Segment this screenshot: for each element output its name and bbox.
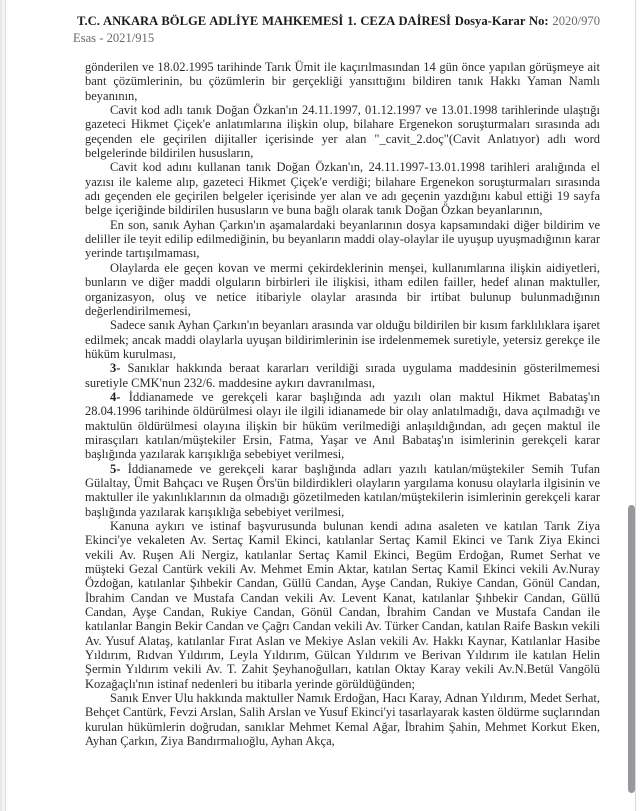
court-title: T.C. ANKARA BÖLGE ADLİYE MAHKEMESİ 1. CEZA DAİRESİ Dosya-Karar No: [77,14,549,28]
item-number: 5- [110,461,121,476]
scrollbar-thumb[interactable] [628,505,635,793]
scrollbar-track[interactable] [628,0,640,811]
paragraph: En son, sanık Ayhan Çarkın'ın aşamalardaki beyanlarının dosya kapsamındaki diğer bildirim ve deliller ile teyit edilip edilmediğinin, bu beyanların maddi olay-olaylar ile uyuşup uyuşmadığının karar yerinde tartışılmaması, [85,217,600,261]
item-number: 4- [110,389,121,404]
paragraph: 4- İddianamede ve gerekçeli karar başlığında adı yazılı olan maktul Hikmet Babataş'ın 28.04.1996 tarihinde öldürülmesi olayı ile ilgili idianamede bir olay anlatılmadığı, dava açılmadığı ve maktulün öldürülmesi olayına ilişkin bir hüküm verilmediği anlaşıldığından, adı geçen maktul ile mirasçıları katılan/müştekiler Ersin, Fatma, Yaşar ve Anıl Babataş'ın isimlerinin gerekçeli karar başlığında yazılarak karışıklığa sebebiyet verilmesi, [85,389,600,462]
paragraph: gönderilen ve 18.02.1995 tarihinde Tarık Ümit ile kaçırılmasından 14 gün önce yapılan görüşmeye ait bant çözümlerinin, bu çözümlerin bir gerçekliği yansıttığını bildiren tanık Hakkı Yaman Namlı beyanının, [85,60,600,103]
paragraph: Cavit kod adını kullanan tanık Doğan Özkan'ın, 24.11.1997-13.01.1998 tarihleri aralığında el yazısı ile kaleme alıp, gazeteci Hikmet Çiçek'e verdiği; bilahare Ergenekon soruşturmaları sırasında adı geçenden ele geçirilen belgeler içerisinde yer alan ve adı geçenin yazdığını kabul ettiği 19 sayfa belge içeriğinde bildirilen hususların ve buna bağlı olarak tanık Doğan Özkan beyanlarının, [85,160,600,218]
paragraph: Sadece sanık Ayhan Çarkın'ın beyanları arasında var olduğu bildirilen bir kısım farklılıklara işaret edilmek; ancak maddi olaylarla uyuşan bildirimlerinin ise irdelenmemek suretiyle, yetersiz gerekçe ile hüküm kurulması, [85,318,600,361]
document-body [85,60,600,749]
paragraph: Sanık Enver Ulu hakkında maktuller Namık Erdoğan, Hacı Karay, Adnan Yıldırım, Medet Serhat, Behçet Cantürk, Fevzi Arslan, Salih Arslan ve Yusuf Ekinci'yi tasarlayarak kasten öldürme suçlarından kurulan hükümlerin doğrudan, sanıklar Mehmet Kemal Ağar, İbrahim Şahin, Mehmet Korkut Eken, Ayhan Çarkın, Ziya Bandırmalıoğlu, Ayhan Akça, [85,691,600,749]
paragraph: 3- Sanıklar hakkında beraat kararları verildiği sırada uygulama maddesinin gösterilmemesi suretiyle CMK'nun 232/6. maddesine aykırı davranılması, [85,361,600,390]
paragraph: Olaylarda ele geçen kovan ve mermi çekirdeklerinin menşei, kullanımlarına ilişkin aidiyetleri, bunların ve diğer maddi olguların birbirleri ile ilişkisi, itham edilen failler, hedef alınan maktuller, organizasyon, oluş ve netice itibariyle olaylar arasında bir irtibat bulunup bulunmadığının değerlendirilmemesi, [85,260,600,318]
page-left-edge [0,0,6,811]
item-number: 3- [110,361,121,376]
case-number: 2020/970 Esas - 2021/915 [73,14,600,45]
paragraph: Cavit kod adlı tanık Doğan Özkan'ın 24.11.1997, 01.12.1997 ve 13.01.1998 tarihlerinde ulaştığı gazeteci Hikmet Çiçek'e anlatımlarına ilişkin olup, bilahare Ergenekon soruşturmaları sırasında adı geçenden ele geçirilen dijitaller içerisinde yer alan "_cavit_2.doç"(Cavit Anlatıyor) adlı word belgelerinde bildirilen hususların, [85,103,600,161]
document-header [73,13,600,47]
paragraph: 5- İddianamede ve gerekçeli karar başlığında adları yazılı katılan/müştekiler Semih Tufan Gülaltay, Ümit Bahçacı ve Ruşen Örs'ün bildirdikleri olayların yargılama konusu olaylarla ilgisinin ve maktuller ile yakınlıklarının da olmadığı gözetilmeden katılan/müştekilerin isimlerinin gerekçeli karar başlığında yazılarak karışıklığa sebebiyet verilmesi, [85,461,600,519]
paragraph: Kanuna aykırı ve istinaf başvurusunda bulunan kendi adına asaleten ve katılan Tarık Ziya Ekinci'ye vekaleten Av. Sertaç Kamil Ekinci, katılanlar Sertaç Kamil Ekinci ve Tarık Ziya Ekinci vekili Av. Ruşen Ali Nergiz, katılanlar Sertaç Kamil Ekinci, Begüm Erdoğan, Rumet Serhat ve müşteki Gezal Cantürk vekili Av. Mehmet Emin Aktar, katılan Sertaç Kamil Ekinci vekili Av.Nuray Özdoğan, katılanlar Şıhbekir Candan, Güllü Candan, Ayşe Candan, Rukiye Candan, Gönül Candan, İbrahim Candan ve Mustafa Candan vekili Av. Levent Kanat, katılanlar Şıhbekir Candan, Güllü Candan, Ayşe Candan, Rukiye Candan, Gönül Candan, İbrahim Candan ve Mustafa Candan ile katılanlar Bangin Bekir Candan ve Çağrı Candan vekili Av. Türker Candan, katılan Raife Baskın vekili Av. Yusuf Alataş, katılanlar Fırat Aslan ve Mekiye Aslan vekili Av. Hakkı Kaynar, Katılanlar Hasibe Yıldırım, Rıdvan Yıldırım, Leyla Yıldırım, Gülcan Yıldırım ve Berivan Yıldırım ile katılan Helin Şermin Yıldırım vekili Av. T. Zahit Şeyhanoğulları, katılan Oktay Karay vekili Av.N.Betül Vangölü Kozağaçlı'nın istinaf nedenleri bu itibarla yerinde görüldüğünden; [85,519,600,691]
